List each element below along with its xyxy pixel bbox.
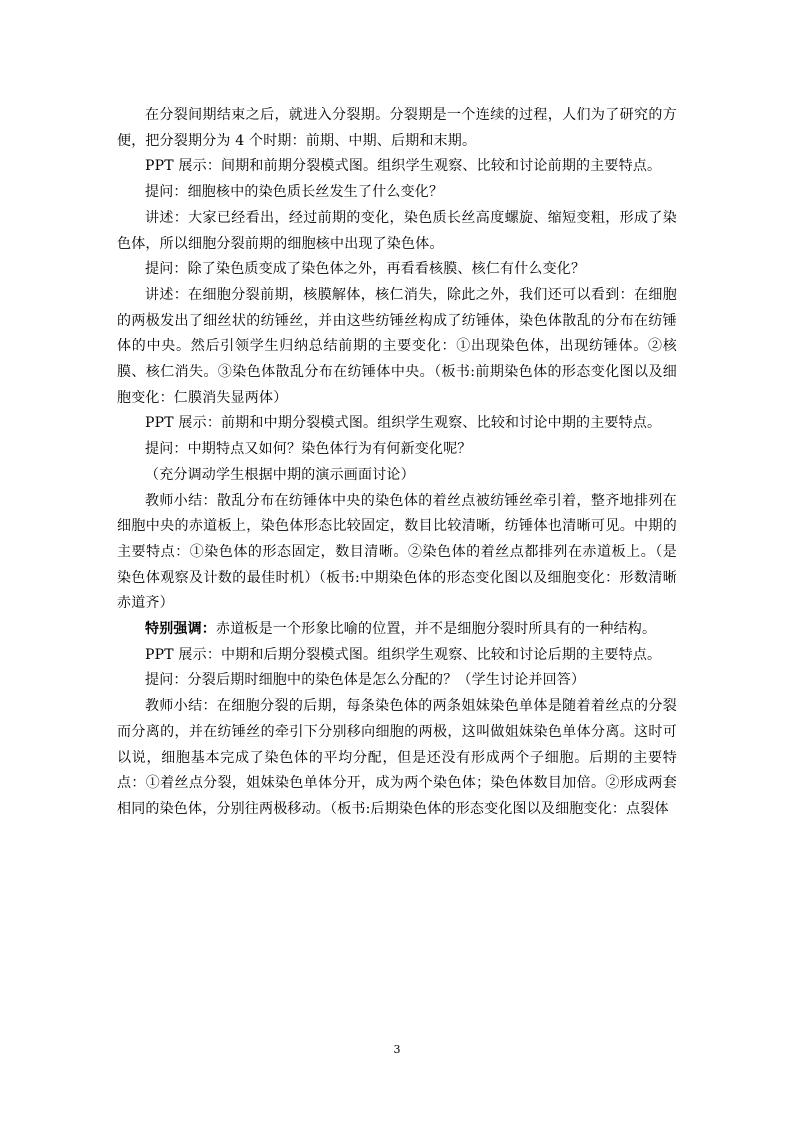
- page-number: 3: [393, 1043, 401, 1056]
- paragraph: 教师小结：在细胞分裂的后期，每条染色体的两条姐妹染色单体是随着着丝点的分裂而分离的，并在纺锤丝的牵引下分别移向细胞的两极，这叫做姐妹染色单体分离。这时可以说，细胞基本完成了染色体的平均分配，但是还没有形成两个子细胞。后期的主要特点：①着丝点分裂，姐妹染色单体分开，成为两个染色体；染色体数目加倍。②形成两套相同的染色体，分别往两极移动。（板书:后期染色体的形态变化图以及细胞变化：点裂体: [117, 698, 677, 817]
- paragraph: PPT 展示：间期和前期分裂模式图。组织学生观察、比较和讨论前期的主要特点。: [145, 158, 662, 175]
- paragraph: 在分裂间期结束之后，就进入分裂期。分裂期是一个连续的过程，人们为了研究的方便，把分裂期分为 4 个时期：前期、中期、后期和末期。: [117, 107, 677, 149]
- paragraph: 讲述：在细胞分裂前期，核膜解体，核仁消失，除此之外，我们还可以看到：在细胞的两极发出了细丝状的纺锤丝，并由这些纺锤丝构成了纺锤体，染色体散乱的分布在纺锤体的中央。然后引领学生归纳总结前期的主要变化：①出现染色体，出现纺锤体。②核膜、核仁消失。③染色体散乱分布在纺锤体中央。（板书:前期染色体的形态变化图以及细胞变化：仁膜消失显两体）: [117, 286, 677, 406]
- paragraph: 提问：除了染色质变成了染色体之外，再看看核膜、核仁有什么变化？: [145, 261, 586, 278]
- paragraph: 提问：分裂后期时细胞中的染色体是怎么分配的？（学生讨论并回答）: [145, 672, 586, 689]
- paragraph: 教师小结：散乱分布在纺锤体中央的染色体的着丝点被纺锤丝牵引着，整齐地排列在细胞中央的赤道板上，染色体形态比较固定，数目比较清晰，纺锤体也清晰可见。中期的主要特点：①染色体的形态固定，数目清晰。②染色体的着丝点都排列在赤道板上。（是染色体观察及计数的最佳时机）（板书:中期染色体的形态变化图以及细胞变化：形数清晰赤道齐）: [117, 492, 677, 612]
- paragraph: （充分调动学生根据中期的演示画面讨论）: [145, 466, 415, 483]
- paragraph: 提问：细胞核中的染色质长丝发生了什么变化？: [145, 184, 444, 201]
- emphasis-label: 特别强调：: [145, 621, 216, 638]
- emphasis-text: 赤道板是一个形象比喻的位置，并不是细胞分裂时所具有的一种结构。: [216, 621, 657, 638]
- emphasis-paragraph: [117, 617, 677, 643]
- paragraph: PPT 展示：中期和后期分裂模式图。组织学生观察、比较和讨论后期的主要特点。: [145, 646, 662, 663]
- paragraph: PPT 展示：前期和中期分裂模式图。组织学生观察、比较和讨论中期的主要特点。: [145, 415, 662, 432]
- paragraph: 讲述：大家已经看出，经过前期的变化，染色质长丝高度螺旋、缩短变粗，形成了染色体，所以细胞分裂前期的细胞核中出现了染色体。: [117, 209, 677, 252]
- paragraph: 提问：中期特点又如何？染色体行为有何新变化呢？: [145, 441, 472, 458]
- document-body: [117, 103, 677, 823]
